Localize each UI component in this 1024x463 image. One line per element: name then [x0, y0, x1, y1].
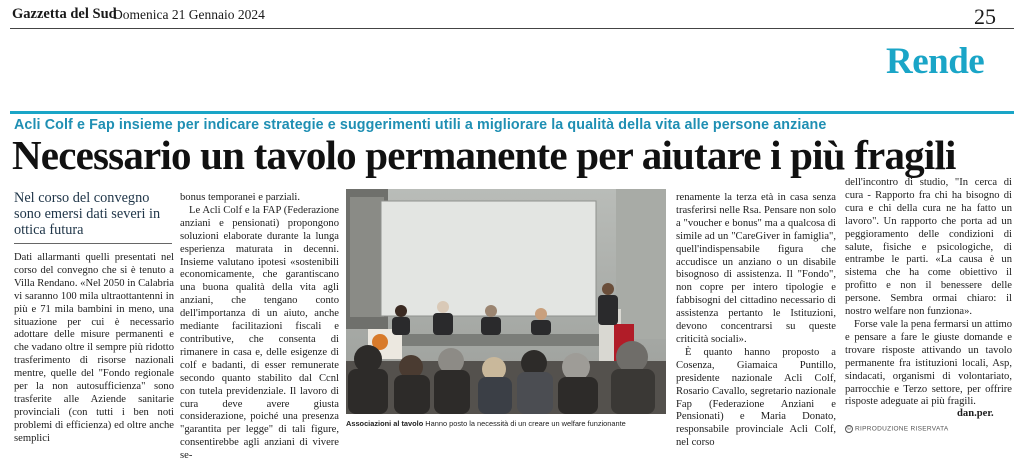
page-number: 25 — [974, 4, 996, 29]
photo-caption-lead: Associazioni al tavolo — [346, 419, 424, 428]
copyright-icon: © — [846, 426, 852, 432]
column-4-paragraph-2: Forse vale la pena fermarsi un attimo e pensare a fare le giuste domande e trovare risposte attivando un tavolo permanente fra istituzioni locali, Asp, sindacati, organismi di volontariato, parrocchie e Terzo settore, per offrire risposte adeguate ai più fragili. — [845, 318, 1012, 408]
summary-divider — [14, 243, 172, 244]
article-headline: Necessario un tavolo permanente per aiutare i più fragili — [12, 132, 956, 178]
copyright-text: RIPRODUZIONE RISERVATA — [855, 425, 949, 433]
article-column-1 — [14, 252, 174, 446]
column-2-paragraph-1: bonus temporanei e parziali. — [180, 192, 301, 203]
newspaper-name: Gazzetta del Sud — [12, 6, 117, 22]
column-4-paragraph-1: dell'incontro di studio, "In cerca di cura - Rapporto fra chi ha bisogno di cura e chi della cura ne ha fatto un lavoro". Un rapporto che porta ad un peggioramento delle condizioni di salute, fisiche e psicologiche, di entrambe le parti. «La causa è un sistema che ha come obiettivo il profitto e non il benessere delle persone. Sembra ormai chiaro: il nostro welfare non funziona». — [845, 177, 1012, 318]
section-tag: Rende — [886, 41, 985, 82]
article-photo — [346, 189, 666, 414]
article-column-4 — [845, 177, 1012, 409]
article-column-3 — [676, 192, 836, 450]
masthead-rule — [10, 28, 1014, 29]
photo-caption-text: Hanno posto la necessità di un creare un welfare funzionante — [425, 419, 626, 428]
conference-photo-illustration — [346, 189, 666, 414]
column-1-paragraph: Dati allarmanti quelli presentati nel corso del convegno che si è tenuto a Villa Rendano. «Nel 2050 in Calabria vi saranno 100 mila ultraottantenni in più e 71 mila bambini in meno, una situazione per cui è necessario adottare delle misure permanenti e che vadano oltre il sempre più ridotto trasferimento di risorse nazionali mentre, quelle del "Fondo regionale per la non autosufficienza" sono trasferite alle Aziende sanitarie provinciali (con tutti i ben noti problemi di efficienza) ed oltre anche semplici — [14, 252, 174, 444]
issue-date: Domenica 21 Gennaio 2024 — [113, 7, 265, 22]
article-column-2 — [180, 192, 339, 463]
author-signature: dan.per. — [957, 408, 994, 419]
accent-divider — [10, 111, 1014, 114]
article-kicker: Acli Colf e Fap insieme per indicare strategie e suggerimenti utili a migliorare la qualità della vita alle persone anziane — [14, 117, 827, 133]
copyright-notice — [845, 425, 949, 433]
photo-caption — [346, 419, 668, 428]
column-3-paragraph-2: È quanto hanno proposto a Cosenza, Giamaica Puntillo, presidente nazionale Acli Colf, Rosario Cavallo, segretario nazionale Fap (Federazione Anziani e Pensionati) e Maria Donato, responsabile provinciale Acli Colf, nel corso — [676, 346, 836, 449]
article-summary: Nel corso del convegno sono emersi dati severi in ottica futura — [14, 190, 161, 238]
column-2-paragraph-2: Le Acli Colf e la FAP (Federazione anziani e pensionati) propongono soluzioni elaborate durante la lunga esperienza maturata in decenni. Insieme valutano ipotesi «sostenibili economicamente, che garantiscano una buona qualità della vita agli anziani, che tengano conto dell'importanza di un aiuto, anche mediante facilitazioni fiscali e contributive, che consenta di rimanere in casa e, delle esigenze di colf e badanti, di esser remunerate secondo quanto stabilito dal Ccnl con tutela previdenziale. Il lavoro di cura deve avere giusta considerazione, poiché una presenza "garantita per legge" di tali figure, consentirebbe agli anziani di vivere se- — [180, 204, 339, 462]
column-3-paragraph-1: renamente la terza età in casa senza trasferirsi nelle Rsa. Pensare non solo a "voucher e bonus" ma a qualcosa di simile ad un "CareGiver in famiglia", quell'indispensabile figura che accudisce un anziano o un disabile bisognoso di assistenza. Il "Fondo", non copre per intero tipologie e fabbisogni del cittadino necessario di assistenza pertanto le Istituzioni, devono concentrarsi su queste criticità sociali». — [676, 192, 836, 345]
